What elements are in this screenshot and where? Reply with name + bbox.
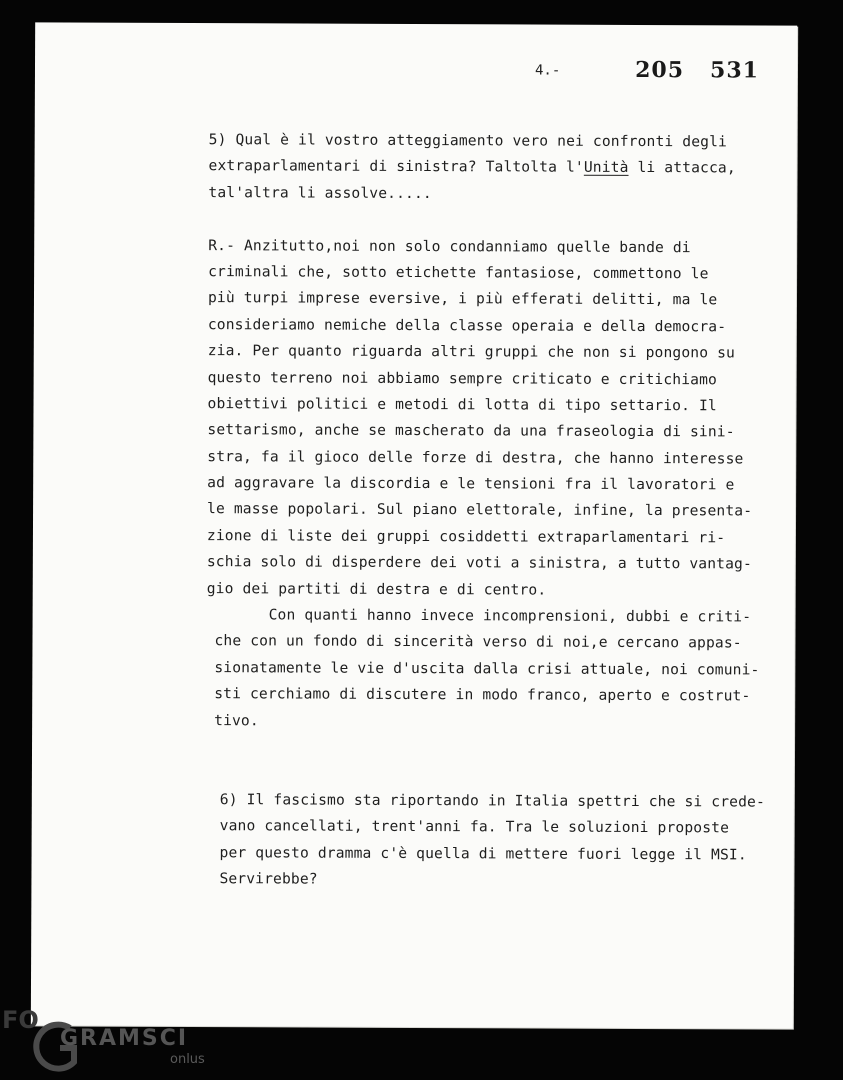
- blank-line: [206, 760, 786, 789]
- text-line: ad aggravare la discordia e le tensioni fra il lavoratori e: [207, 474, 735, 494]
- text-line: settarismo, anche se mascherato da una fraseologia di sini-: [207, 421, 735, 441]
- text-line: Servirebbe?: [219, 870, 318, 888]
- text-line: questo terreno noi abbiamo sempre criticato e critichiamo: [207, 368, 718, 388]
- text-line: 6) Il fascismo sta riportando in Italia spettri che si crede-: [219, 790, 765, 811]
- watermark-fo: FO: [2, 1006, 39, 1034]
- text-line: criminali che, sotto etichette fantasiose, commettono le: [208, 263, 709, 283]
- text-line: gio dei partiti di destra e di centro.: [206, 579, 547, 599]
- archive-number: [635, 57, 759, 84]
- text-line: consideriamo nemiche della classe operaia e della democra-: [207, 315, 727, 336]
- text-line: sionatamente le vie d'uscita dalla crisi attuale, noi comuni-: [214, 658, 760, 679]
- text-line: stra, fa il gioco delle forze di destra, che hanno interesse: [207, 447, 744, 468]
- text-line: zia. Per quanto riguarda altri gruppi che non si pongono su: [207, 342, 736, 362]
- text-line: per questo dramma c'è quella di mettere fuori legge il MSI.: [219, 843, 747, 864]
- text-line: tivo.: [214, 711, 259, 729]
- watermark-gramsci: GRAMSCI: [60, 1026, 189, 1051]
- text-line: R.- Anzitutto,noi non solo condanniamo quelle bande di: [208, 236, 691, 256]
- text-line: 5) Qual è il vostro atteggiamento vero nei confronti degli: [208, 131, 728, 151]
- watermark-onlus: onlus: [170, 1052, 205, 1067]
- text-line: sti cerchiamo di discutere in modo franco, aperto e costrut-: [214, 685, 751, 705]
- document-body: [205, 127, 788, 895]
- underlined-title: Unità: [583, 159, 629, 177]
- text-line: che con un fondo di sincerità verso di noi,e cercano appas-: [214, 632, 742, 652]
- text-line: zione di liste dei gruppi cosiddetti extraparlamentari ri-: [206, 526, 726, 547]
- archive-number-a: 205: [635, 56, 685, 84]
- document-page: [31, 22, 797, 1028]
- text-line-part: li attacca,: [628, 159, 736, 177]
- text-line: schia solo di disperdere dei voti a sinistra, a tutto vantag-: [206, 553, 752, 573]
- text-line-part: extraparlamentari di sinistra? Taltolta l': [208, 157, 584, 177]
- gramsci-foundation-watermark: [0, 1000, 240, 1080]
- text-line: tal'altra li assolve.....: [208, 183, 432, 202]
- text-line: vano cancellati, trent'anni fa. Tra le soluzioni proposte: [219, 817, 730, 837]
- text-line: [209, 153, 789, 182]
- archive-number-b: 531: [709, 57, 760, 84]
- blank-line: [206, 734, 786, 763]
- text-line: più turpi imprese eversive, i più efferati delitti, ma le: [207, 289, 718, 309]
- text-line: obiettivi politici e metodi di lotta di tipo settario. Il: [207, 395, 717, 415]
- page-number: 4.-: [534, 62, 561, 79]
- text-line: le masse popolari. Sul piano elettorale, infine, la presenta-: [207, 500, 753, 520]
- blank-line: [208, 206, 788, 235]
- text-line: Con quanti hanno invece incomprensioni, dubbi e criti-: [268, 606, 752, 626]
